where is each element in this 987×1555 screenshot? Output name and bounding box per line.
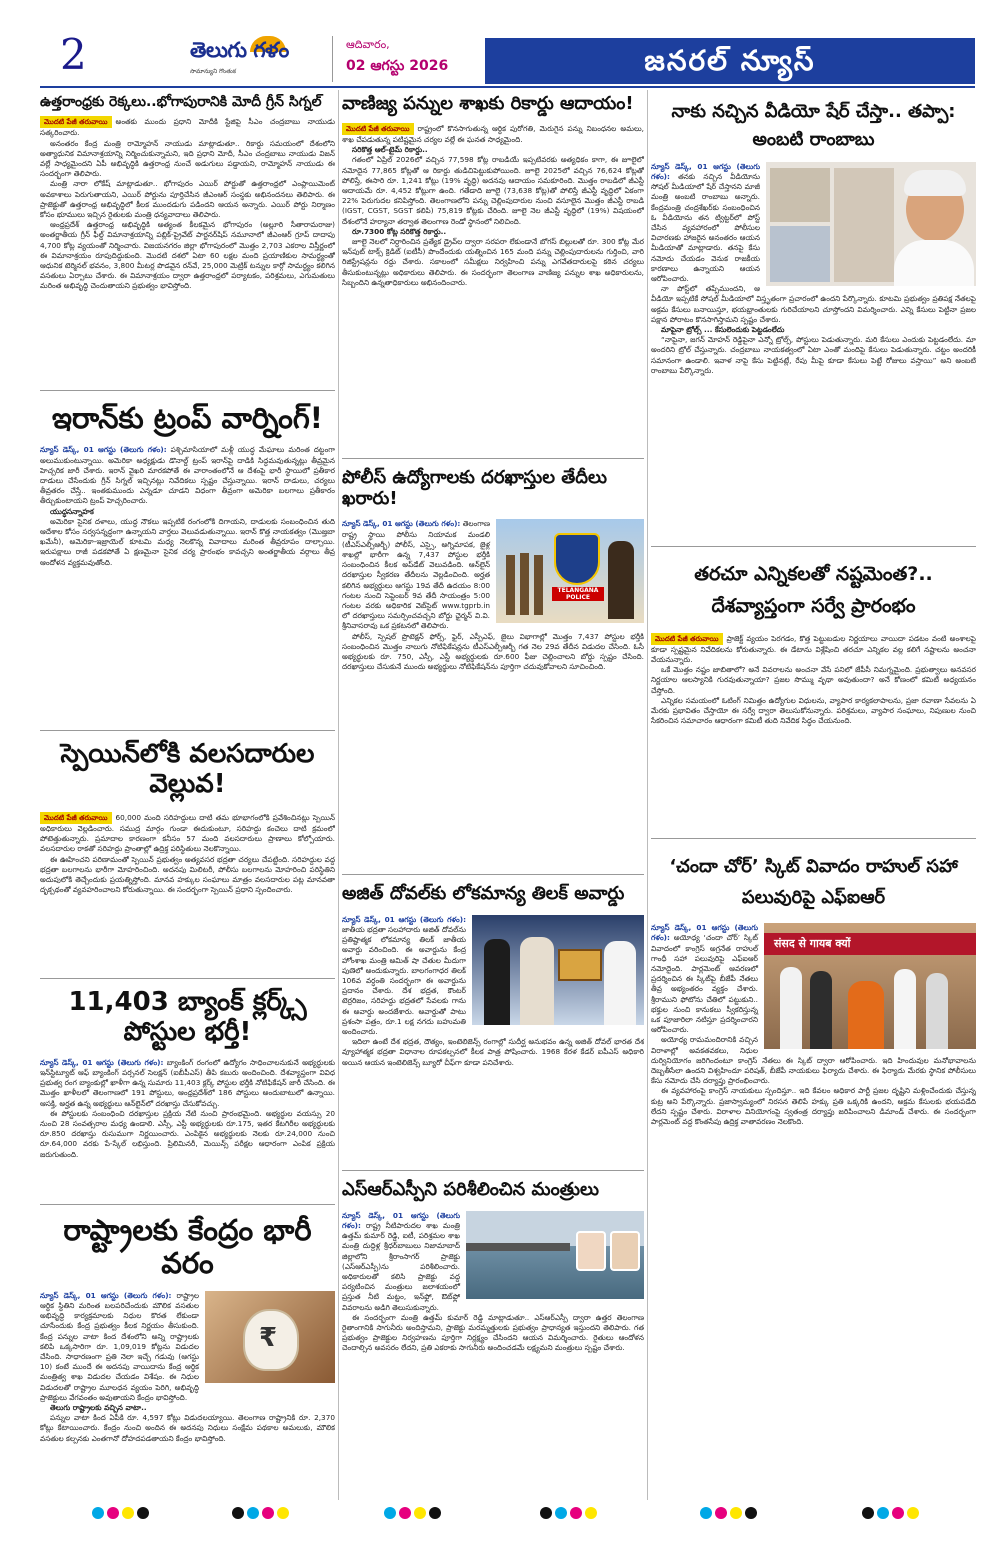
cyan-dot	[247, 1507, 259, 1519]
article-srsp-visit	[342, 1176, 644, 1506]
magenta-dot	[715, 1507, 727, 1519]
black-dot	[232, 1507, 244, 1519]
portrait-hair	[904, 170, 966, 196]
masthead	[0, 0, 987, 88]
cyan-dot	[555, 1507, 567, 1519]
registration-marks	[700, 1507, 757, 1521]
newspaper-logo	[190, 36, 330, 82]
cyan-dot	[92, 1507, 104, 1519]
article-divider	[342, 874, 644, 875]
person-figure	[926, 973, 948, 1049]
portrait-shirt	[894, 240, 974, 286]
officer-figure	[608, 541, 634, 619]
article-text: బ్యాంకింగ్ రంగంలో ఉద్యోగం సాధించాలనుకునే అభ్యర్థులకు ఇన్‌స్టిట్యూట్ ఆఫ్ బ్యాంకింగ్ పర్సనల్ సెలక్షన్ (ఐబీపీఎస్) తీపి కబురు అందించింది. దేశవ్యాప్తంగా వివిధ ప్రభుత్వ రంగ బ్యాంకుల్లో ఖాళీగా ఉన్న సుమారు 11,403 క్లర్క్ పోస్టుల భర్తీకి నోటిఫికేషన్ జారీ చేసింది. ఈ మొత్తం ఖాళీలలో తెలంగాణలో 191 పోస్టులు, ఆంధ్రప్రదేశ్‌లో 186 పోస్టులు అందుబాటులో ఉన్నాయి. ఆసక్తి, అర్హత ఉన్న అభ్యర్థులు ఆన్‌లైన్‌లో దరఖాస్తు చేసుకోవచ్చు.	[40, 1057, 335, 1108]
yellow-dot	[730, 1507, 742, 1519]
issue-date-value: 02 ఆగస్టు 2026	[346, 58, 449, 74]
article-text: ప్రాజెక్ట్ వ్యయం పెరగడం, కొత్త పెట్టుబడుల నిర్ణయాలు వాయిదా పడటం వంటి అంశాలపై కూడా స్పష్టమైన నివేదికలను కోరుతున్నారు. ఈ డేటాను విశ్లేషించి తరచూ ఎన్నికల వల్ల కలిగే నష్టాలను అంచనా వేయనున్నారు.	[651, 633, 976, 664]
article-lead	[40, 445, 335, 506]
article-text: జాతీయ భద్రతా సలహాదారు అజిత్ దోవల్‌ను ప్రతిష్టాత్మక లోకమాన్య తిలక్ జాతీయ అవార్డు వరించింది. ఈ అవార్డును కేంద్ర హోంశాఖ మంత్రి అమిత్ షా చేతుల మీదుగా పుణెలో అందుకున్నారు. బాలగంగాధర తిలక్ 106వ వర్ధంతి సందర్భంగా ఈ అవార్డును ప్రదానం చేశారు. దేశ భద్రత, కౌంటర్ టెర్రరిజం, సరిహద్దు భద్రతలో సేవలకు గాను ఈ అవార్డు అందజేశారు. అవార్డుతో పాటు ప్రశంసా పత్రం, రూ.1 లక్ష నగదు బహుమతి అందించారు.	[342, 924, 466, 1036]
dam-photo	[466, 1211, 644, 1299]
protest-photo	[764, 923, 976, 1049]
registration-marks	[862, 1507, 919, 1521]
yellow-dot	[585, 1507, 597, 1519]
magenta-dot	[570, 1507, 582, 1519]
article-elections-survey	[651, 552, 976, 848]
article-headline: స్పెయిన్‌లోకి వలసదారుల వెల్లువ!	[60, 739, 315, 799]
inset-photo	[834, 168, 894, 282]
yellow-dot	[414, 1507, 426, 1519]
black-dot	[745, 1507, 757, 1519]
performer-figure	[848, 981, 884, 1049]
article-divider	[40, 390, 335, 391]
continued-tag: మొదటి పేజీ తరువాయి	[40, 812, 112, 824]
continued-tag: మొదటి పేజీ తరువాయి	[342, 123, 414, 135]
cyan-dot	[384, 1507, 396, 1519]
award-ceremony-photo	[472, 915, 644, 1025]
article-paragraph: గతంలో ఏప్రిల్ 2026లో వచ్చిన 77,598 కోట్ల రాబడియే ఇప్పటివరకు అత్యధికం కాగా, ఈ జూలైలో నమోదైన 77,865 కోట్లతో ఆ రికార్డు తుడిచిపెట్టుకుపోయింది. జూలై 2025లో వచ్చిన 76,624 కోట్లతో పోలిస్తే, ఈసారి రూ. 1,241 కోట్లు (19% వృద్ధి) అదనపు ఆదాయం సమకూరింది. మొత్తం రాబడిలో జీఎస్టీ ఆదాయమే రూ. 4,452 కోట్లుగా ఉంది. గతేడాది జూలై (73,638 కోట్ల)తో పోలిస్తే జీఎస్టీ వృద్ధిలో ఏకంగా 22% పెరుగుదల కనిపిస్తోంది. తెలంగాణలోని పన్ను చెల్లింపుదారుల నుంచి వసూలైన మొత్తం జీఎస్టీ రాబడి (IGST, CGST, SGST కలిపి) 75,819 కోట్లకు చేరింది. జూలై నెల జీఎస్టీ వృద్ధిలో (19%) విషయంలో దేశంలోనే హర్యానా తర్వాత తెలంగాణ రెండో స్థానంలో నిలిచింది.	[342, 155, 644, 226]
issue-date	[336, 36, 476, 82]
article-divider	[651, 838, 976, 839]
article-text: రాష్ట్ర నీటిపారుదల శాఖ మంత్రి ఉత్తమ్ కుమార్ రెడ్డి, ఐటీ, పరిశ్రమల శాఖ మంత్రి దుద్దిళ్ల శ్రీధర్‌బాబులు నిజామాబాద్ జిల్లాలోని శ్రీరాంసాగర్ ప్రాజెక్టు (ఎస్ఆర్ఎస్పీ)ను పరిశీలించారు. అధికారులతో కలిసి ప్రాజెక్టు వద్ద పర్యటించిన మంత్రులు జలాశయంలో ప్రస్తుత నీటి మట్టం, ఇన్‌ఫ్లో, ఔట్‌ఫ్లో వివరాలను అడిగి తెలుసుకున్నారు.	[342, 1220, 460, 1312]
rambabu-photo	[766, 162, 976, 286]
article-headline: ఎస్ఆర్ఎస్పీని పరిశీలించిన మంత్రులు	[342, 1179, 599, 1200]
article-text: రాష్ట్రంలో కొనసాగుతున్న ఆర్థిక పురోగతి, మెరుగైన పన్ను నిబంధనల అమలు, శాఖ చేపడుతున్న పటిష్టమైన చర్యల వల్లే ఈ ఘనత సాధ్యమైంది.	[342, 123, 644, 144]
inset-photo	[770, 168, 830, 222]
registration-marks	[92, 1507, 149, 1521]
article-divider	[40, 978, 335, 979]
continued-tag: మొదటి పేజీ తరువాయి	[40, 116, 112, 128]
police-figure	[534, 555, 543, 615]
article-paragraph: ఈ వ్యవహారంపై కాంగ్రెస్ నాయకులు స్పందిస్తూ.. ఇది కేవలం అధికార పార్టీ ప్రజల దృష్టిని మళ్లించేందుకు చేస్తున్న కుట్ర అని పేర్కొన్నారు. ప్రజాస్వామ్యంలో నిరసన తెలిపే హక్కు ప్రతి ఒక్కరికి ఉందని, అక్రమ కేసులకు భయపడేది లేదని స్పష్టం చేశారు. విరాళాల వినియోగంపై స్వతంత్ర దర్యాప్తు జరిపించాలని డిమాండ్ చేశారు. ఈ సందర్భంగా పార్లమెంట్ వద్ద కొంతసేపు ఉద్రిక్త వాతావరణం నెలకొంది.	[651, 1086, 976, 1127]
dateline: న్యూస్ డెస్క్, 01 ఆగస్టు (తెలుగు గళం):	[40, 1290, 172, 1300]
article-lead	[40, 116, 335, 138]
article-headline: పోలీస్ ఉద్యోగాలకు దరఖాస్తుల తేదీలు ఖరారు!	[342, 467, 607, 509]
person-figure	[484, 939, 510, 1025]
article-headline: ఉత్తరాంధ్రకు రెక్కలు..భోగాపురానికి మోదీ గ్రీన్ సిగ్నల్	[40, 94, 322, 110]
continued-tag: మొదటి పేజీ తరువాయి	[651, 633, 723, 645]
protest-banner-text: संसद से गायब क्यों	[774, 937, 851, 951]
dateline: న్యూస్ డెస్క్, 01 ఆగస్టు (తెలుగు గళం):	[342, 1210, 460, 1230]
yellow-dot	[907, 1507, 919, 1519]
article-divider	[651, 546, 976, 547]
dateline: న్యూస్ డెస్క్, 01 ఆగస్టు (తెలుగు గళం):	[651, 161, 760, 181]
registration-marks	[384, 1507, 441, 1521]
article-subhead: తెలుగు రాష్ట్రాలకు వచ్చిన వాటా..	[50, 1402, 147, 1412]
article-headline: ‘చందా చోర్’ స్కిట్ వివాదం రాహుల్ సహా పలువురిపై ఎఫ్ఐఆర్	[669, 856, 958, 908]
magenta-dot	[892, 1507, 904, 1519]
money-bag-photo	[205, 1291, 335, 1383]
article-paragraph: “నాపైనా, జగన్ మోహన్ రెడ్డిపైనా ఎన్నో ట్రోల్స్, పోస్టులు పెడుతున్నారు. మరి కేసులు ఎందుకు పెట్టడంలేదు. మా అందరిని ట్రోల్ చేస్తున్నారు. చంద్రబాబు నాయకత్వంలో ఏటా ఎంతో మందిపై కేసులు పెడుతున్నారు. చట్టం అందరికీ సమానంగా ఉండాలి. ఇవాళ నాపై కేసు పెట్టినట్లే, రేపు మీపై కూడా కేసులు పెట్టే రోజులు వస్తాయి” అని అంబటి రాంబాబు పేర్కొన్నారు.	[651, 335, 976, 375]
dateline: న్యూస్ డెస్క్, 01 ఆగస్టు (తెలుగు గళం):	[342, 519, 461, 529]
article-police-recruitment	[342, 464, 644, 872]
logo-text: తెలుగు గళం	[190, 38, 289, 62]
black-dot	[862, 1507, 874, 1519]
section-title: జనరల్ న్యూస్	[485, 38, 975, 84]
article-ambati-rambabu	[651, 90, 976, 546]
article-lead	[40, 812, 335, 855]
rupee-icon: ₹	[259, 1322, 278, 1353]
cyan-dot	[877, 1507, 889, 1519]
minister-portrait	[610, 1231, 640, 1271]
person-figure	[780, 967, 802, 1049]
article-paragraph: పోలీస్, స్పెషల్ ప్రొటెక్షన్ ఫోర్స్, ఫైర్, ఎస్పీఎఫ్, జైలు విభాగాల్లో మొత్తం 7,437 పోస్టుల భర్తీకి సంబంధించిన మొత్తం నాలుగు నోటిఫికేషన్లను టీఎస్ఎల్పీఆర్బీ గత నెల 29వ తేదీన విడుదల చేసింది. ఓసీ అభ్యర్థులకు రూ. 750, ఎస్సీ, ఎస్టీ అభ్యర్థులకు రూ.600 ఫీజు చెల్లించాలని బోర్డు స్పష్టం చేసింది. దరఖాస్తులు చేసుకునే ముందు అభ్యర్థులు నోటిఫికేషన్‌ను పూర్తిగా చదువుకోవాలని సూచించింది.	[342, 631, 644, 672]
black-dot	[429, 1507, 441, 1519]
article-central-funds	[40, 1210, 335, 1500]
police-figure	[506, 555, 515, 615]
article-paragraph: ఈ పోస్టులకు సంబంధించి దరఖాస్తుల ప్రక్రియ నేటి నుంచి ప్రారంభమైంది. అభ్యర్థుల వయస్సు 20 నుంచి 28 సంవత్సరాల మధ్య ఉండాలి. ఎస్సీ, ఎస్టీ అభ్యర్థులకు రూ.175, ఇతర కేటగిరీల అభ్యర్థులకు రూ.850 దరఖాస్తు రుసుముగా నిర్ణయించారు. ఎంపికైన అభ్యర్థులకు నెలకు రూ.24,000 నుంచి రూ.64,000 వరకు పే-స్కేల్ లభిస్తుంది. ప్రిలిమినరీ, మెయిన్స్ పరీక్షల ఆధారంగా ఎంపిక ప్రక్రియ జరుగుతుంది.	[40, 1108, 335, 1159]
article-text: తనకు నచ్చిన వీడియోను సోషల్ మీడియాలో షేర్ చేస్తానని మాజీ మంత్రి అంబటి రాంబాబు అన్నారు. కేంద్రమంత్రి చంద్రశేఖర్‌కు సంబంధించిన ఓ వీడియోను తన ట్విట్టర్‌లో పోస్ట్ చేసిన వ్యవహారంలో పోలీసుల విచారణకు హాజరైన అనంతరం ఆయన మీడియాతో మాట్లాడారు. తనపై కేసు నమోదు చేయడం వెనుక రాజకీయ కారణాలు ఉన్నాయని ఆయన ఆరోపించారు.	[651, 171, 760, 284]
police-figure	[520, 553, 529, 615]
article-text: రాష్ట్రాల ఆర్థిక స్థితిని మరింత బలపరిచేందుకు మౌలిక వసతుల అభివృద్ధి కార్యక్రమాలకు నిధుల కొరత లేకుండా చూసేందుకు కేంద్ర ప్రభుత్వం కీలక నిర్ణయం తీసుకుంది. కేంద్ర పన్నుల వాటా కింద దేశంలోని అన్ని రాష్ట్రాలకు కలిపి ఒక్కసారిగా రూ. 1,09,019 కోట్లను విడుదల చేసింది. సాధారణంగా ప్రతి నెలా ఇచ్చే గడువు (ఆగస్టు 10) కంటే ముందే ఈ అదనపు వాయిదాను కేంద్ర ఆర్థిక మంత్రిత్వ శాఖ విడుదల చేయడం విశేషం. ఈ నిధుల విడుదలతో రాష్ట్రాల మూలధన వ్యయం పెరిగి, అభివృద్ధి ప్రాజెక్టులు వేగవంతం అవుతాయని కేంద్రం భావిస్తోంది.	[40, 1290, 199, 1402]
column-divider	[338, 90, 339, 1500]
person-figure	[520, 937, 554, 1025]
registration-marks	[232, 1507, 289, 1521]
article-subhead: సరికొత్త ఆల్-టైమ్ రికార్డు..	[352, 145, 428, 155]
article-text: అయోధ్య ‘చందా చోర్’ స్కిట్ వివాదంలో కాంగ్రెస్ అగ్రనేత రాహుల్ గాంధీ సహా పలువురిపై ఎఫ్ఐఆర్ నమోదైంది. పార్లమెంట్ ఆవరణలో ప్రదర్శించిన ఈ స్కిట్‌పై బీజేపీ నేతలు తీవ్ర అభ్యంతరం వ్యక్తం చేశారు. శ్రీరాముని ఫోటోను చేతిలో పట్టుకుని.. భక్తుల నుంచి కానుకలు స్వీకరిస్తున్న ఒక పూజారిలా నటిస్తూ ప్రదర్శించారని ఆరోపించారు.	[651, 933, 758, 1035]
logo-tagline: సామాన్యుని గొంతుక	[190, 68, 237, 75]
inset-photo	[770, 226, 830, 282]
article-chanda-chor	[651, 844, 976, 1504]
police-badge-label: TELANGANA POLICE	[552, 587, 604, 601]
registration-marks	[540, 1507, 597, 1521]
article-lead	[40, 1058, 335, 1109]
cyan-dot	[700, 1507, 712, 1519]
article-divider	[342, 1170, 644, 1171]
article-paragraph: అయోధ్య రామమందిరానికి వచ్చిన విరాళాల్లో అవకతవకలు, నిధుల దుర్వినియోగం జరిగిందంటూ కాంగ్రెస్ నేతలు ఈ స్కిట్ ద్వారా ఆరోపించారు. ఇది హిందువుల మనోభావాలను దెబ్బతీసేలా ఉందని విశ్వహిందూ పరిషత్, బీజేపీ నాయకులు ఫిర్యాదు చేశారు. ఈ ఫిర్యాదు మేరకు స్థానిక పోలీసులు కేసు నమోదు చేసి దర్యాప్తు ప్రారంభించారు.	[651, 1035, 976, 1086]
dateline: న్యూస్ డెస్క్, 01 ఆగస్టు (తెలుగు గళం):	[40, 445, 167, 455]
dam-wall	[466, 1243, 570, 1251]
article-divider	[40, 730, 335, 731]
article-bhogapuram	[40, 90, 335, 388]
article-paragraph: జూలై నెలలో నిర్ధారించిన ప్రత్యేక డ్రైవ్‌ల ద్వారా సరపరా లేకుండానే బోగస్ బిల్లులతో రూ. 300 కోట్ల మేర ఇన్‌పుట్ టాక్స్ క్రెడిట్ (ఐటీసీ) పొందేందుకు యత్నించిన 165 మంది పన్ను చెల్లింపుదారులను గుర్తించి, వారి రిజిస్ట్రేషన్లను రద్దు చేశారు. సకాలంలో సమీక్షలు నిర్వహించి పన్ను ఎగవేతదారులపై కఠిన చర్యలు తీసుకుంటున్నట్లు అధికారులు తెలిపారు. ఈ సందర్భంగా తెలంగాణ వాణిజ్య పన్నుల శాఖ అధికారులను, సిబ్బందిని ఉన్నతాధికారులు అభినందించారు.	[342, 236, 644, 287]
article-subhead: యుద్ధసన్నాహక	[50, 506, 94, 516]
magenta-dot	[107, 1507, 119, 1519]
article-headline: ఇరాన్‌కు ట్రంప్ వార్నింగ్!	[52, 401, 323, 435]
article-lead	[651, 633, 976, 666]
article-paragraph: మంత్రి నారా లోకేష్ మాట్లాడుతూ.. భోగాపురం ఎయిర్ పోర్టుతో ఉత్తరాంధ్రలో ఎంప్లాయిమెంట్ అవకాశాలు పెరుగుతాయని, ఎయిర్ పోర్టును పూర్తిచేసిన జీఎంఆర్ సంస్థకు అభినందనలు తెలిపారు. ఈ ప్రాజెక్టుతో ఉత్తరాంధ్ర అభివృద్ధిలో కీలక ముందడుగు పడిందని ఆయన అన్నారు. ఎయిర్ పోర్టు నిర్మాణం కోసం భూములు ఇచ్చిన రైతులకు మంత్రి ధన్యవాదాలు తెలిపారు.	[40, 179, 335, 219]
minister-portrait	[576, 1231, 606, 1271]
article-paragraph: ఆంధ్రప్రదేశ్ ఉత్తరాంధ్ర అభివృద్ధికి అత్యంత కీలకమైన భోగాపురం (అల్లూరి సీతారామరాజు) అంతర్జాతీయ గ్రీన్ ఫీల్డ్ విమానాశ్రయాన్ని పబ్లిక్-ప్రైవేట్ పార్టనర్‌షిప్ నమూనాలో జీఎంఆర్ గ్రూప్ దాదాపు 4,700 కోట్ల వ్యయంతో నిర్మించారు. విజయనగరం జిల్లా భోగాపురంలో మొత్తం 2,703 ఎకరాల విస్తీర్ణంలో ఈ విమానాశ్రయం రూపుదిద్దుకుంది. మొదటి దశలో ఏటా 60 లక్షల మంది ప్రయాణికుల సామర్థ్యంతో ఆధునిక టెర్మినల్ భవనం, 3,800 మీటర్ల పొడవైన రన్‌వే, 25,000 మెట్రిక్ టన్నుల కార్గో సామర్థ్యం కలిగిన వసతులు ఏర్పాటు చేశారు. ఈ విమానాశ్రయం ద్వారా ఉత్తరాంధ్రలో పర్యాటకం, పరిశ్రమలు, ఎగుమతులు మరింత అభివృద్ధి చెందుతాయని ప్రభుత్వం భావిస్తోంది.	[40, 220, 335, 291]
black-dot	[540, 1507, 552, 1519]
article-headline: నాకు నచ్చిన వీడియో షేర్ చేస్తా.. తప్పా: అంబటి రాంబాబు	[671, 101, 956, 150]
award-plaque	[558, 949, 602, 981]
article-paragraph: నా పోస్ట్‌లో తప్పేముందని, ఆ వీడియో ఇప్పటికే సోషల్ మీడియాలో విస్తృతంగా ప్రచారంలో ఉందని పేర్కొన్నారు. కూటమి ప్రభుత్వం ప్రతిపక్ష నేతలపై అక్రమ కేసులు బనాయిస్తూ, భయభ్రాంతులకు గురిచేయాలని చూస్తోందని విమర్శించారు. ఎన్ని కేసులు పెట్టినా ప్రజల పక్షాన పోరాటం కొనసాగిస్తామని స్పష్టం చేశారు.	[651, 284, 976, 324]
article-subhead: రూ.7300 కోట్ల సరికొత్త రికార్డు..	[352, 226, 447, 236]
dateline: న్యూస్ డెస్క్, 01 ఆగస్టు (తెలుగు గళం):	[40, 1057, 164, 1067]
article-paragraph: ఇదిలా ఉంటే దేశ భద్రత, దౌత్యం, ఇంటెలిజెన్స్ రంగాల్లో సుదీర్ఘ అనుభవం ఉన్న అజిత్ దోవల్ భారత దేశ వ్యూహాత్మక భద్రతా విధానాల రూపకల్పనలో కీలక పాత్ర పోషించారు. 1968 కేరళ కేడర్ ఐపీఎస్ అధికారి అయిన ఆయన ఇంటెలిజెన్స్ బ్యూరో చీఫ్‌గా కూడా పనిచేశారు.	[342, 1037, 644, 1067]
person-figure	[604, 941, 636, 1025]
yellow-dot	[122, 1507, 134, 1519]
article-headline: తరచూ ఎన్నికలతో నష్టమెంత?.. దేశవ్యాప్తంగా సర్వే ప్రారంభం	[694, 563, 933, 618]
article-paragraph: అమెరికా సైనిక దళాలు, యుద్ధ నౌకలు ఇప్పటికే రంగంలోకి దిగాయని, దాడులకు సంబంధించిన తుది ఆదేశాల కోసం సర్వసన్నద్ధంగా ఉన్నాయని వార్తలు వెలువడుతున్నాయి. ఇరాన్ కొత్త నాయకత్వం (మొజ్తబా ఖమేనీ), అమెరికా-ఇజ్రాయెల్ కూటమి మధ్య నెలకొన్న వివాదాలు మరింత తీవ్రరూపం దాల్చాయి. ఇరుపక్షాలు రాజీ పడకపోతే ఏ క్షణమైనా సైనిక చర్య ప్రారంభం కావచ్చని అంతర్జాతీయ వర్గాలు తీవ్ర ఆందోళన వ్యక్తమవుతోంది.	[40, 516, 335, 567]
black-dot	[137, 1507, 149, 1519]
person-figure	[894, 969, 916, 1049]
article-headline: అజిత్ దోవల్‌కు లోకమాన్య తిలక్ అవార్డు	[342, 883, 625, 904]
person-figure	[810, 971, 832, 1049]
article-lead	[342, 123, 644, 145]
police-photo	[496, 519, 644, 623]
article-paragraph: అనంతరం కేంద్ర మంత్రి రామ్మోహన్ నాయుడు మాట్లాడుతూ.. రికార్డు సమయంలో దేశంలోని అత్యాధునిక విమానాశ్రయాన్ని నిర్మించుకున్నామని, ఇది ప్రధాని మోదీ, సీఎం చంద్రబాబు నాయుడు విజన్ వల్లే సాధ్యమైందని ఏపీ అభివృద్ధికి ఉత్తరాంధ్ర నుంచే అడుగులు పడ్డాయని, రామ్మోహన్ నాయుడు ఈ సందర్భంగా తెలిపారు.	[40, 138, 335, 179]
article-text: పశ్చిమాసియాలో మళ్లీ యుద్ధ మేఘాలు మరింత దట్టంగా అలుముకుంటున్నాయి. అమెరికా అధ్యక్షుడు డొనాల్డ్ ట్రంప్ ఇరాన్‌పై దాడికి సిద్ధమవుతున్నట్లు తీవ్రమైన హెచ్చరిక జారీ చేశారు. ఇరాన్ వైఖరి మారకపోతే ఈ వారాంతంలోనే ఆ దేశంపై భారీ స్థాయిలో ప్రతీకార దాడులు చేసేందుకు గ్రీన్ సిగ్నల్ ఇచ్చినట్లు నివేదికలు స్పష్టం చేస్తున్నాయి. ఇరాన్ దాడులు, చర్యలు తీవ్రతరం చేస్తే.. ఇంతకుముందు ఎన్నడూ చూడని విధంగా తీవ్రంగా అమెరికా బలగాలు ప్రతీకారం తీర్చుకుంటాయని ట్రంప్ హెచ్చరించారు.	[40, 445, 335, 506]
yellow-dot	[277, 1507, 289, 1519]
divider	[332, 36, 333, 82]
article-headline: 11,403 బ్యాంక్ క్లర్క్స్ పోస్టుల భర్తీ!	[68, 987, 307, 1047]
article-text: తెలంగాణ రాష్ట్ర స్థాయి పోలీసు నియామక మండలి (టీఎస్ఎల్పీఆర్బీ) పోలీస్, ఎస్సై, అగ్నిమాపక, జైళ్ల శాఖల్లో భారీగా ఉన్న 7,437 పోస్టుల భర్తీకి సంబంధించిన కీలక అప్‌డేట్ వెలువడింది. ఆన్‌లైన్ దరఖాస్తుల స్వీకరణ తేదీలను వెల్లడించింది. అర్హత కలిగిన అభ్యర్థులు ఆగస్టు 19వ తేదీ ఉదయం 8:00 గంటల నుంచి సెప్టెంబర్ 9వ తేదీ సాయంత్రం 5:00 గంటల వరకు అధికారిక వెబ్‌సైట్ www.tgprb.in లో దరఖాస్తులు సమర్పించవచ్చని బోర్డు ఛైర్మన్ వి.వి. శ్రీనివాసరావు ఒక ప్రకటనలో తెలిపారు.	[342, 519, 490, 631]
article-paragraph: ఈ సందర్భంగా మంత్రి ఉత్తమ్ కుమార్ రెడ్డి మాట్లాడుతూ.. ఎస్ఆర్ఎస్పీ ద్వారా ఉత్తర తెలంగాణ రైతాంగానికి సాగునీరు అందిస్తామని, ప్రాజెక్టు మరమ్మత్తులకు ప్రభుత్వం ప్రాధాన్యత ఇస్తుందని తెలిపారు. గత ప్రభుత్వం ప్రాజెక్టుల నిర్వహణను పూర్తిగా నిర్లక్ష్యం చేసిందని ఆయన విమర్శించారు. రైతులు ఆందోళన చెందాల్సిన అవసరం లేదని, ప్రతి ఎకరాకు సాగునీరు అందించడమే లక్ష్యమని మంత్రులు స్పష్టం చేశారు.	[342, 1312, 644, 1353]
magenta-dot	[262, 1507, 274, 1519]
header-rule	[40, 86, 975, 88]
article-commercial-tax	[342, 90, 644, 470]
article-headline: రాష్ట్రాలకు కేంద్రం భారీ వరం	[63, 1213, 312, 1281]
article-paragraph: ఈ ఊహించని పరిణామంతో స్పెయిన్ ప్రభుత్వం అత్యవసర భద్రతా చర్యలు చేపట్టింది. సరిహద్దుల వద్ద భద్రతా బలగాలను భారీగా మోహరించింది. అదనపు మిలిటరీ, పోలీసు బలగాలను మోహరించి పరిస్థితిని అదుపులోకి తెచ్చేందుకు ప్రయత్నిస్తోంది. మానవ హక్కుల సంఘాలు మాత్రం వలసదారుల పట్ల మానవతా దృక్పథంతో వ్యవహరించాలని కోరుతున్నాయి. ఈ సందర్భంగా స్పెయిన్ ప్రధాని స్పందించారు.	[40, 854, 335, 895]
article-divider	[342, 458, 644, 459]
article-headline: వాణిజ్య పన్నుల శాఖకు రికార్డు ఆదాయం!	[342, 93, 634, 114]
article-divider	[40, 1204, 335, 1205]
article-paragraph: ఎన్నికల సమయంలో ఓటింగ్ నిమిత్తం ఉద్యోగుల విధులను, వ్యాపార కార్యకలాపాలను, ప్రజా రవాణా సేవలను ఏ మేరకు ప్రభావితం చేస్తాయో ఈ సర్వే ద్వారా తెలుసుకోనున్నారు. పరిశ్రమలు, వ్యాపార సంఘాలు, నిపుణుల నుంచి సేకరించిన సమాచారం ఆధారంగా కమిటీ తుది నివేదిక సిద్ధం చేయనుంది.	[651, 695, 976, 726]
issue-day: ఆదివారం,	[346, 38, 390, 51]
page-number: 2	[60, 30, 87, 79]
article-subhead: మాపైనా ట్రోల్స్ ... కేసులెందుకు పెట్టడంలేదు	[661, 325, 785, 335]
magenta-dot	[399, 1507, 411, 1519]
article-paragraph: పన్నుల వాటా కింద ఏపీకి రూ. 4,597 కోట్లు విడుదలయ్యాయి. తెలంగాణ రాష్ట్రానికి రూ. 2,370 కోట్లు కేటాయించారు. కేంద్రం నుంచి అందిన ఈ అదనపు నిధులు సంక్షేమ పథకాల అమలుకు, మౌలిక వసతుల కల్పనకు ఎంతగానో దోహదపడతాయని కేంద్రం భావిస్తోంది.	[40, 1413, 335, 1443]
article-text: అంతకు ముందు ప్రధాని మోదీకి స్టేజిపై సీఎం చంద్రబాబు నాయుడు సత్కరించారు.	[40, 117, 335, 138]
dateline: న్యూస్ డెస్క్, 01 ఆగస్టు (తెలుగు గళం):	[651, 923, 758, 943]
article-paragraph: ఒకే మొత్తం నష్టం జాబితాలో? అనే వివరాలను అంచనా వేసే పనిలో జేపీసీ నిమగ్నమైంది. ప్రభుత్వాలు అనవసర నిర్ణయాల ఆలస్యానికి గురవుతున్నాయా? ప్రజల సొమ్ము వృథా అవుతుందా? అనే కోణంలో కమిటీ అధ్యయనం చేస్తోంది.	[651, 665, 976, 695]
column-divider	[647, 90, 648, 1500]
dateline: న్యూస్ డెస్క్, 01 ఆగస్టు (తెలుగు గళం):	[342, 914, 466, 924]
police-badge-icon	[554, 533, 600, 585]
article-text: 60,000 మంది సరిహద్దులు దాటి తమ భూభాగంలోకి ప్రవేశించినట్లు స్పెయిన్ అధికారులు వెల్లడించారు. సముద్ర మార్గం గుండా ఈదుకుంటూ, సరిహద్దు కంచెలు దాటి క్రమంలో పోటెత్తుతున్నారు. ప్రమాదాల కారణంగా కనీసం 57 మంది వలసదారులు ప్రాణాలు కోల్పోయారు. వలసదారుల రాకతో సరిహద్దు ప్రాంతాల్లో ఉద్రిక్త పరిస్థితులు నెలకొన్నాయి.	[40, 812, 335, 854]
